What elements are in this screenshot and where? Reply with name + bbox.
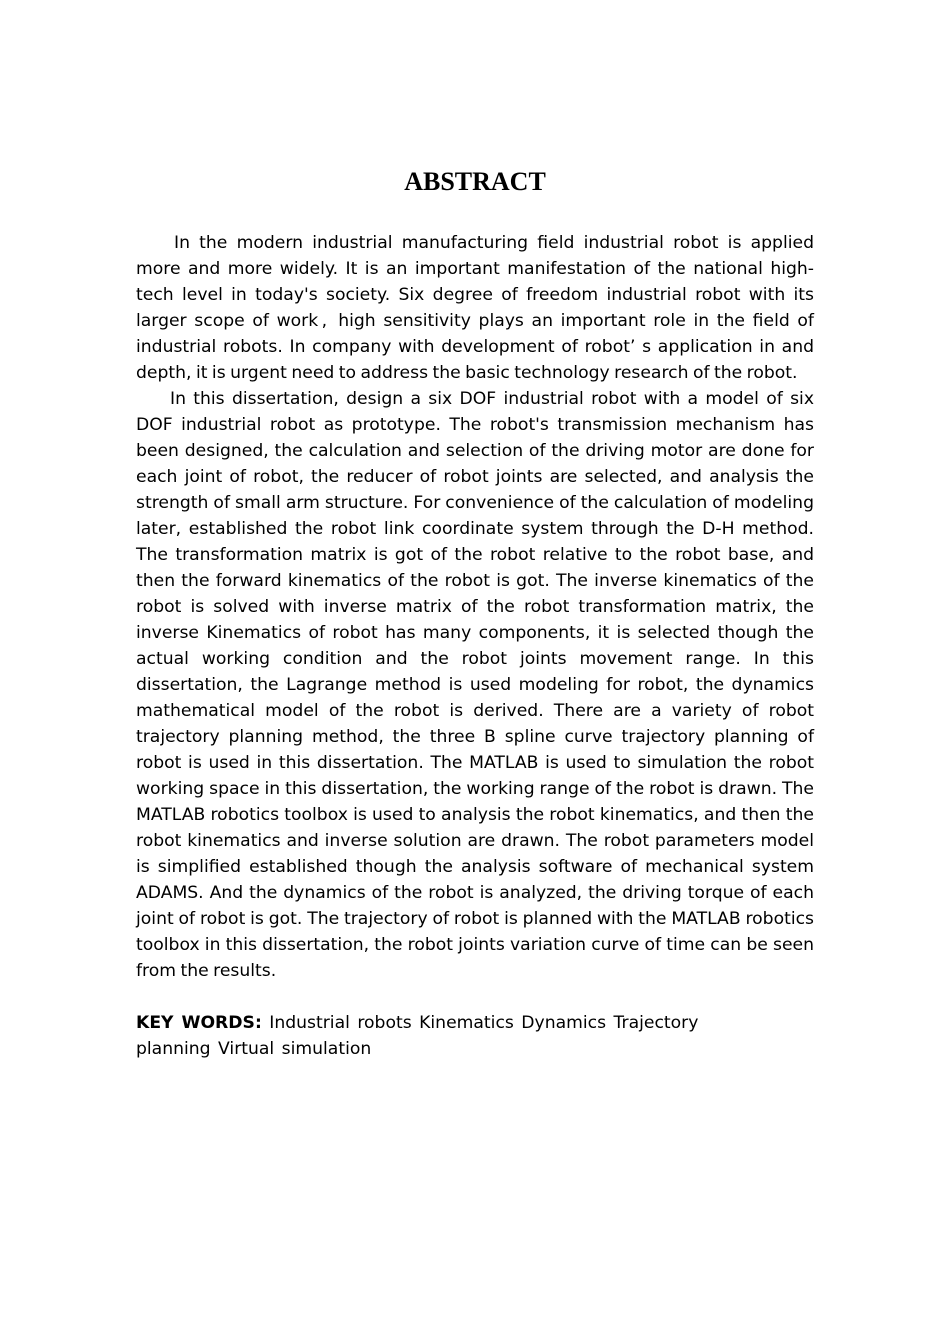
abstract-paragraph-1: In the modern industrial manufacturing field industrial robot is applied more and more widely. It is an important manifestation of the national high-tech level in today's society. Six degree of freedom industrial robot with its larger scope of work , high sensitivity plays an important role in the field of industrial robots. In company with development of robot’ s application in and depth, it is urgent need to address the basic technology research of the robot. <box>136 233 814 383</box>
keywords-line <box>136 1010 736 1062</box>
abstract-paragraph-2: In this dissertation, design a six DOF industrial robot with a model of six DOF industrial robot as prototype. The robot's transmission mechanism has been designed, the calculation and selection of the driving motor are done for each joint of robot, the reducer of robot joints are selected, and analysis the strength of small arm structure. For convenience of the calculation of modeling later, established the robot link coordinate system through the D-H method. The transformation matrix is got of the robot relative to the robot base, and then the forward kinematics of the robot is got. The inverse kinematics of the robot is solved with inverse matrix of the robot transformation matrix, the inverse Kinematics of robot has many components, it is selected though the actual working condition and the robot joints movement range. In this dissertation, the Lagrange method is used modeling for robot, the dynamics mathematical model of the robot is derived. There are a variety of robot trajectory planning method, the three B spline curve trajectory planning of robot is used in this dissertation. The MATLAB is used to simulation the robot working space in this dissertation, the working range of the robot is drawn. The MATLAB robotics toolbox is used to analysis the robot kinematics, and then the robot kinematics and inverse solution are drawn. The robot parameters model is simplified established though the analysis software of mechanical system ADAMS. And the dynamics of the robot is analyzed, the driving torque of each joint of robot is got. The trajectory of robot is planned with the MATLAB robotics toolbox in this dissertation, the robot joints variation curve of time can be seen from the results. <box>136 389 814 981</box>
keywords-label: KEY WORDS: <box>136 1013 262 1033</box>
abstract-body <box>136 230 814 1062</box>
abstract-title: ABSTRACT <box>404 167 546 197</box>
keywords-list: Industrial robots Kinematics Dynamics Trajectory planning Virtual simulation <box>136 1013 699 1059</box>
